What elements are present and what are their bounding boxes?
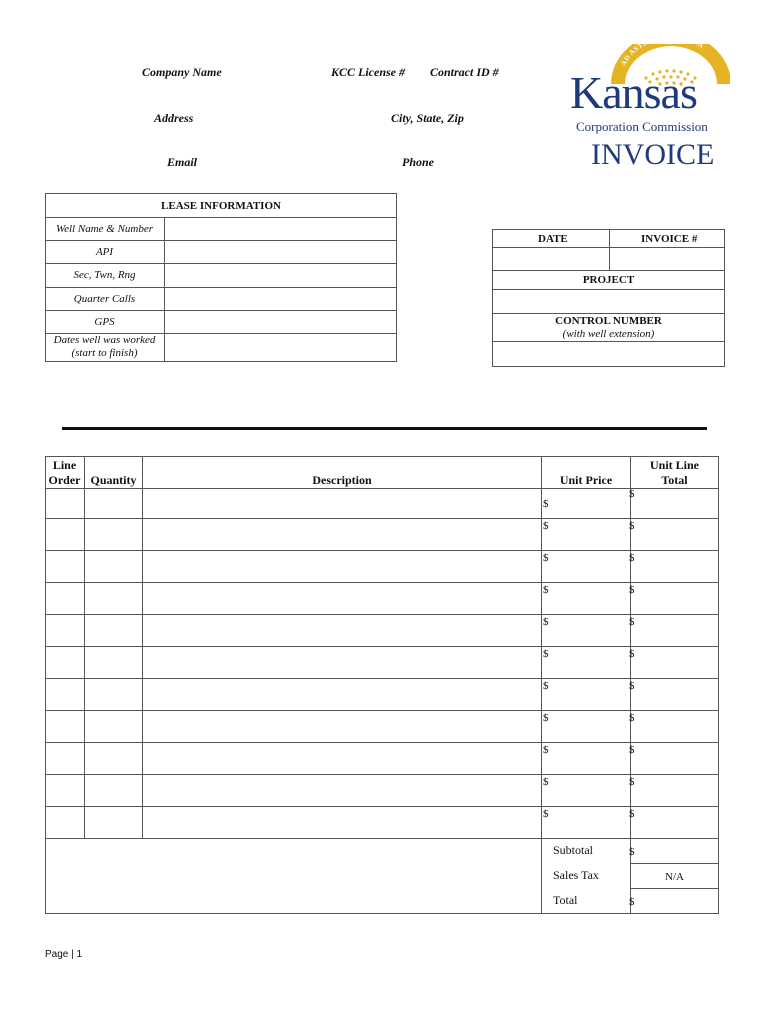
page-number: Page | 1 xyxy=(45,949,83,960)
unit-price-cell[interactable] xyxy=(542,807,630,838)
line-order-cell[interactable] xyxy=(46,551,84,582)
description-cell[interactable] xyxy=(143,743,541,774)
email-label: Email xyxy=(167,155,198,169)
line-total-dollar: $ xyxy=(629,808,635,820)
line-total-cell[interactable] xyxy=(631,711,718,742)
unit-price-dollar: $ xyxy=(543,808,549,820)
quantity-header: Quantity xyxy=(90,473,137,487)
quantity-cell[interactable] xyxy=(85,583,142,614)
line-order-cell[interactable] xyxy=(46,489,84,518)
unit-price-dollar: $ xyxy=(543,584,549,596)
unit-price-dollar: $ xyxy=(543,616,549,628)
unit-line-total-header-2: Total xyxy=(661,473,688,487)
quantity-cell[interactable] xyxy=(85,489,142,518)
total-dollar: $ xyxy=(629,896,635,908)
line-order-header-2: Order xyxy=(48,473,81,487)
logo-subtitle: Corporation Commission xyxy=(576,119,708,134)
quantity-cell[interactable] xyxy=(85,551,142,582)
unit-price-cell[interactable] xyxy=(542,711,630,742)
unit-price-cell[interactable] xyxy=(542,775,630,806)
line-order-cell[interactable] xyxy=(46,711,84,742)
api-field[interactable] xyxy=(165,241,396,263)
line-order-cell[interactable] xyxy=(46,647,84,678)
logo-arc-text: AD AST A xyxy=(619,44,706,68)
line-order-cell[interactable] xyxy=(46,679,84,710)
unit-price-dollar: $ xyxy=(543,712,549,724)
description-cell[interactable] xyxy=(143,775,541,806)
kansas-logo xyxy=(568,44,730,136)
line-total-dollar: $ xyxy=(629,712,635,724)
line-order-cell[interactable] xyxy=(46,615,84,646)
line-order-cell[interactable] xyxy=(46,743,84,774)
kcc-license-label: KCC License # xyxy=(331,65,405,79)
contract-id-label: Contract ID # xyxy=(430,65,499,79)
logo-name: Kansas xyxy=(570,67,697,118)
description-cell[interactable] xyxy=(143,711,541,742)
line-order-cell[interactable] xyxy=(46,807,84,838)
total-field[interactable] xyxy=(631,889,718,913)
description-cell[interactable] xyxy=(143,519,541,550)
unit-price-cell[interactable] xyxy=(542,519,630,550)
unit-price-cell[interactable] xyxy=(542,679,630,710)
control-number-note: (with well extension) xyxy=(562,328,655,340)
lease-row-label-sub: (start to finish) xyxy=(71,347,138,359)
description-cell[interactable] xyxy=(143,647,541,678)
description-cell[interactable] xyxy=(143,551,541,582)
project-label: PROJECT xyxy=(582,274,635,286)
quantity-cell[interactable] xyxy=(85,615,142,646)
line-total-dollar: $ xyxy=(629,776,635,788)
dates-worked-field[interactable] xyxy=(165,334,396,361)
subtotal-field[interactable] xyxy=(631,839,718,863)
line-order-cell[interactable] xyxy=(46,519,84,550)
line-total-dollar: $ xyxy=(629,552,635,564)
line-total-dollar: $ xyxy=(629,648,635,660)
unit-price-cell[interactable] xyxy=(542,647,630,678)
line-total-cell[interactable] xyxy=(631,583,718,614)
line-total-cell[interactable] xyxy=(631,743,718,774)
unit-price-cell[interactable] xyxy=(542,615,630,646)
unit-line-total-header: Unit Line xyxy=(649,458,699,472)
line-total-cell[interactable] xyxy=(631,489,718,518)
lease-row-label: API xyxy=(95,246,114,258)
lease-row-label: Dates well was worked xyxy=(53,334,156,346)
quantity-cell[interactable] xyxy=(85,519,142,550)
project-field[interactable] xyxy=(493,290,724,313)
line-order-cell[interactable] xyxy=(46,583,84,614)
description-header: Description xyxy=(312,473,372,487)
sales-tax-value: N/A xyxy=(665,871,684,883)
quantity-cell[interactable] xyxy=(85,807,142,838)
unit-price-cell[interactable] xyxy=(542,489,630,518)
line-total-dollar: $ xyxy=(629,744,635,756)
date-field[interactable] xyxy=(493,248,609,270)
line-total-cell[interactable] xyxy=(631,551,718,582)
unit-price-cell[interactable] xyxy=(542,743,630,774)
unit-price-dollar: $ xyxy=(543,776,549,788)
lease-row-label: Sec, Twn, Rng xyxy=(73,269,136,281)
date-label: DATE xyxy=(538,233,568,245)
unit-price-cell[interactable] xyxy=(542,583,630,614)
section-divider xyxy=(62,427,707,430)
description-cell[interactable] xyxy=(143,615,541,646)
line-total-dollar: $ xyxy=(629,520,635,532)
total-label: Total xyxy=(553,893,578,907)
lease-info-title: LEASE INFORMATION xyxy=(161,200,281,212)
line-order-header: Line xyxy=(52,458,77,472)
control-number-label: CONTROL NUMBER xyxy=(555,315,662,327)
line-total-dollar: $ xyxy=(629,616,635,628)
invoice-number-field[interactable] xyxy=(610,248,724,270)
line-total-cell[interactable] xyxy=(631,519,718,550)
lease-row-label: Quarter Calls xyxy=(73,293,136,305)
address-label: Address xyxy=(154,111,194,125)
gps-field[interactable] xyxy=(165,311,396,333)
quantity-cell[interactable] xyxy=(85,711,142,742)
unit-price-header: Unit Price xyxy=(559,473,613,487)
total-divider xyxy=(630,863,719,864)
description-cell[interactable] xyxy=(143,489,541,518)
line-total-dollar: $ xyxy=(629,680,635,692)
city-state-zip-label: City, State, Zip xyxy=(391,111,464,125)
description-cell[interactable] xyxy=(143,583,541,614)
quarter-calls-field[interactable] xyxy=(165,288,396,310)
quantity-cell[interactable] xyxy=(85,775,142,806)
well-name-field[interactable] xyxy=(165,218,396,240)
unit-price-dollar: $ xyxy=(543,648,549,660)
line-total-cell[interactable] xyxy=(631,615,718,646)
line-total-cell[interactable] xyxy=(631,679,718,710)
quantity-cell[interactable] xyxy=(85,679,142,710)
line-total-cell[interactable] xyxy=(631,647,718,678)
unit-price-dollar: $ xyxy=(543,680,549,692)
invoice-number-label: INVOICE # xyxy=(641,233,698,245)
sec-twn-rng-field[interactable] xyxy=(165,264,396,287)
row-divider xyxy=(45,838,719,839)
subtotal-label: Subtotal xyxy=(553,843,594,857)
unit-price-dollar: $ xyxy=(543,520,549,532)
unit-price-dollar: $ xyxy=(543,552,549,564)
line-total-dollar: $ xyxy=(629,488,635,500)
line-order-cell[interactable] xyxy=(46,775,84,806)
line-total-cell[interactable] xyxy=(631,775,718,806)
unit-price-cell[interactable] xyxy=(542,551,630,582)
unit-price-dollar: $ xyxy=(543,498,549,510)
line-total-cell[interactable] xyxy=(631,807,718,838)
phone-label: Phone xyxy=(402,155,435,169)
unit-price-dollar: $ xyxy=(543,744,549,756)
subtotal-dollar: $ xyxy=(629,846,635,858)
invoice-title: INVOICE xyxy=(591,138,715,171)
quantity-cell[interactable] xyxy=(85,743,142,774)
line-total-dollar: $ xyxy=(629,584,635,596)
company-name-label: Company Name xyxy=(142,65,222,79)
quantity-cell[interactable] xyxy=(85,647,142,678)
sales-tax-label: Sales Tax xyxy=(553,868,599,882)
control-number-field[interactable] xyxy=(493,342,724,366)
description-cell[interactable] xyxy=(143,807,541,838)
lease-row-label: Well Name & Number xyxy=(55,223,154,235)
lease-row-label: GPS xyxy=(94,316,115,328)
description-cell[interactable] xyxy=(143,679,541,710)
